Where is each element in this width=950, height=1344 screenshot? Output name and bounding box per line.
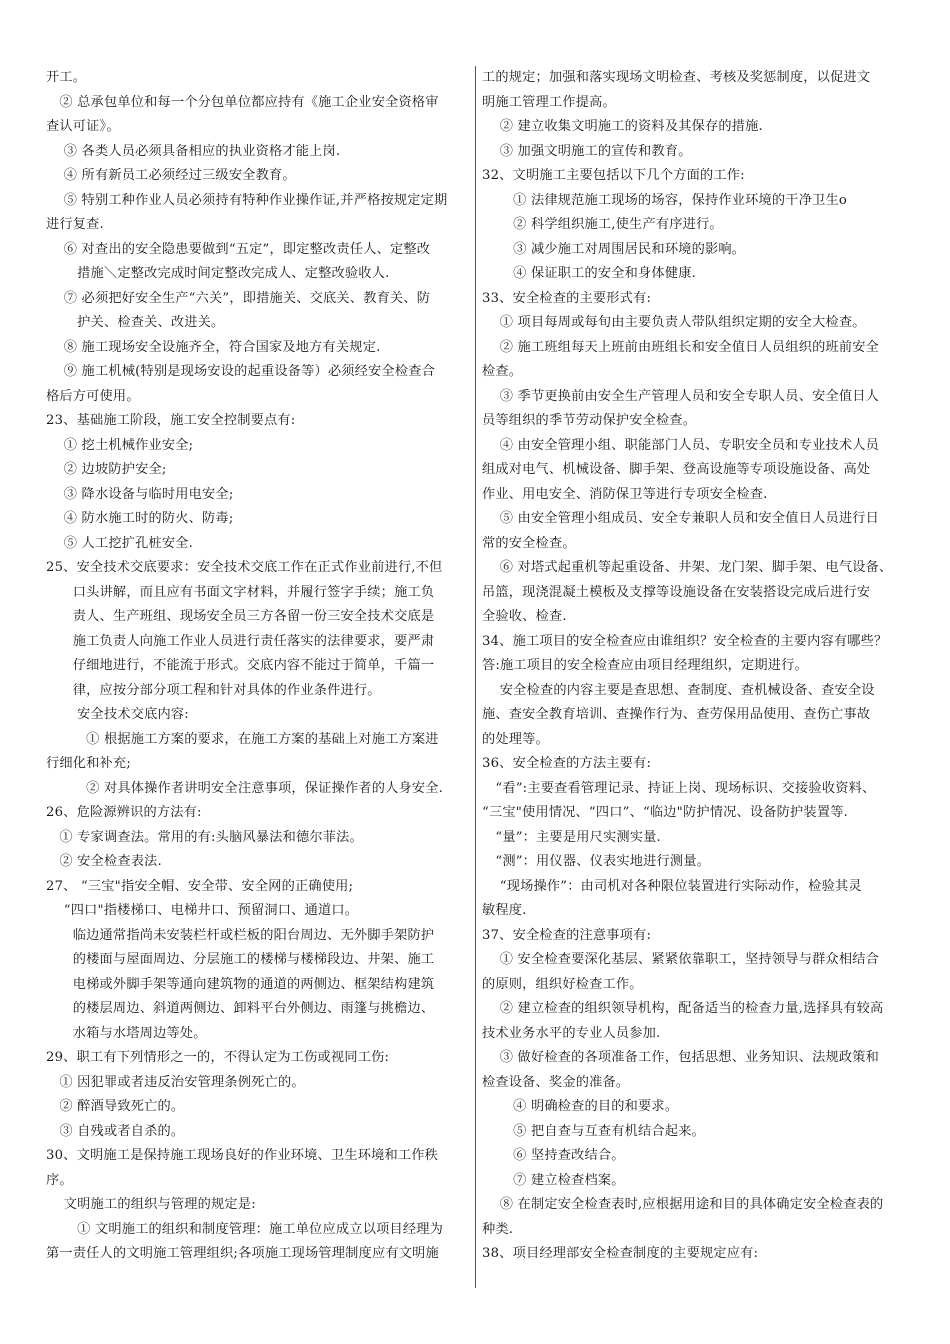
text-line: 38、项目经理部安全检查制度的主要规定应有: <box>482 1246 759 1261</box>
text-line: ⑥ 对塔式起重机等起重设备、井架、龙门架、脚手架、电气设备、 <box>482 560 893 575</box>
text-line: 口头讲解，而且应有书面文字材料，并履行签字手续；施工负 <box>46 584 435 600</box>
text-line: 安全检查的内容主要是查思想、查制度、查机械设备、查安全设 <box>482 682 875 698</box>
text-line: ② 边坡防护安全; <box>46 462 167 477</box>
text-line: ⑦ 必须把好安全生产“六关”，即措施关、交底关、教育关、防 <box>46 290 431 306</box>
text-line: 查认可证》。 <box>46 119 120 134</box>
text-line: ③ 加强文明施工的宣传和教育。 <box>482 143 692 159</box>
text-line: 23、基础施工阶段，施工安全控制要点有: <box>46 413 296 428</box>
text-line: 36、安全检查的方法主要有: <box>482 756 652 771</box>
text-line: ⑤ 人工挖扩孔桩安全. <box>46 535 194 551</box>
text-line: 开工。 <box>46 70 87 85</box>
text-line: ⑥ 坚持查改结合。 <box>482 1148 625 1163</box>
text-line: ③ 季节更换前由安全生产管理人员和安全专职人员、安全值日人 <box>482 388 880 404</box>
text-line: 检查设备、奖金的准备。 <box>482 1074 630 1090</box>
text-line: 27、 “三宝"指安全帽、安全带、安全网的正确使用; <box>46 878 354 894</box>
text-line: “现场操作”：由司机对各种限位装置进行实际动作，检验其灵 <box>482 878 862 894</box>
text-line: 种类. <box>482 1221 514 1237</box>
text-line: 30、文明施工是保持施工现场良好的作业环境、卫生环境和工作秩 <box>46 1148 439 1163</box>
text-line: 格后方可使用。 <box>46 388 140 404</box>
text-line: 文明施工的组织与管理的规定是: <box>46 1197 256 1212</box>
text-line: 施、查安全教育培训、查操作行为、查劳保用品使用、查伤亡事故 <box>482 707 871 722</box>
text-line: ⑨ 施工机械(特别是现场安设的起重设备等）必须经安全检查合 <box>46 364 435 379</box>
text-line: “三宝"使用情况、“四口”、“临边"防护情况、设备防护装置等. <box>482 805 848 820</box>
text-line: ① 安全检查要深化基层、紧紧依靠职工，坚持领导与群众相结合 <box>482 952 880 967</box>
text-line: 答:施工项目的安全检查应由项目经理组织，定期进行。 <box>482 658 808 673</box>
text-line: 电梯或外脚手架等通向建筑物的通道的两侧边、框架结构建筑 <box>46 976 435 992</box>
text-line: 的原则，组织好检查工作。 <box>482 976 643 992</box>
text-line: 明施工管理工作提高。 <box>482 94 616 110</box>
text-line: 检查。 <box>482 364 523 379</box>
text-line: ② 总承包单位和每一个分包单位都应持有《施工企业安全资格审 <box>46 94 439 110</box>
text-line: 序。 <box>46 1172 73 1188</box>
text-line: 常的安全检查。 <box>482 535 576 551</box>
text-line: 29、职工有下列情形之一的，不得认定为工伤或视同工伤: <box>46 1050 390 1065</box>
right-column <box>482 66 908 1267</box>
text-line: ③ 减少施工对周围居民和环境的影响。 <box>482 241 746 257</box>
text-line: ① 专家调查法。常用的有:头脑风暴法和德尔菲法。 <box>46 829 363 845</box>
text-line: 26、危险源辨识的方法有: <box>46 805 202 820</box>
text-line: ④ 由安全管理小组、职能部门人员、专职安全员和专业技术人员 <box>482 437 880 453</box>
text-line: 临边通常指尚未安装栏杆或栏板的阳台周边、无外脚手架防护 <box>46 927 435 943</box>
text-line: ④ 保证职工的安全和身体健康. <box>482 266 696 281</box>
text-line: 水箱与水塔周边等处。 <box>46 1025 207 1041</box>
text-line: ⑦ 建立检查档案。 <box>482 1172 625 1188</box>
text-line: 措施＼定整改完成时间定整改完成人、定整改验收人. <box>46 266 390 281</box>
text-line: 技术业务水平的专业人员参加. <box>482 1025 661 1041</box>
text-line: ② 安全检查表法. <box>46 854 162 869</box>
text-line: 全验收、检查. <box>482 609 567 624</box>
text-line: 敏程度. <box>482 903 527 918</box>
text-line: ③ 各类人员必须具备相应的执业资格才能上岗. <box>46 143 341 159</box>
text-line: ② 对具体操作者讲明安全注意事项，保证操作者的人身安全. <box>46 780 444 796</box>
text-line: 25、安全技术交底要求：安全技术交底工作在正式作业前进行,不但 <box>46 560 443 575</box>
text-line: 员等组织的季节劳动保护安全检查。 <box>482 413 697 428</box>
text-line: ① 法律规范施工现场的场容，保持作业环境的干净卫生o <box>482 192 847 208</box>
text-line: ④ 明确检查的目的和要求。 <box>482 1099 679 1114</box>
text-line: ④ 防水施工时的防火、防毒; <box>46 511 234 526</box>
text-line: 仔细地进行，不能流于形式。交底内容不能过于简单，千篇一 <box>46 658 435 673</box>
text-line: 责人、生产班组、现场安全员三方各留一份三安全技术交底是 <box>46 609 435 624</box>
text-line: 工的规定；加强和落实现场文明检查、考核及奖惩制度，以促进文 <box>482 70 871 85</box>
text-line: 的处理等。 <box>482 731 549 747</box>
text-line: ① 挖土机械作业安全; <box>46 437 194 453</box>
text-line: ② 建立收集文明施工的资料及其保存的措施. <box>482 119 763 134</box>
text-line: “看”:主要查看管理记录、持证上岗、现场标识、交接验收资料、 <box>482 780 876 796</box>
text-line: ① 文明施工的组织和制度管理：施工单位应成立以项目经理为 <box>46 1221 444 1237</box>
text-line: ⑤ 把自查与互查有机结合起来。 <box>482 1123 705 1139</box>
text-line: 33、安全检查的主要形式有: <box>482 290 652 306</box>
text-line: “测”：用仪器、仪表实地进行测量。 <box>482 854 711 869</box>
text-line: 作业、用电安全、消防保卫等进行专项安全检查. <box>482 486 768 502</box>
text-line: ③ 自残或者自杀的。 <box>46 1123 185 1139</box>
text-line: “量”：主要是用尺实测实量. <box>482 829 661 845</box>
text-line: 34、施工项目的安全检查应由谁组织？安全检查的主要内容有哪些？ <box>482 633 888 649</box>
text-line: “四口"指楼梯口、电梯井口、预留洞口、通道口。 <box>46 903 359 918</box>
text-line: 护关、检查关、改进关。 <box>46 315 225 330</box>
text-line: 的楼层周边、斜道两侧边、卸料平台外侧边、雨篷与挑檐边、 <box>46 1001 435 1016</box>
text-line: 吊篮，现浇混凝土模板及支撑等设施设备在安装搭设完成后进行安 <box>482 584 871 600</box>
text-line: 的楼面与屋面周边、分层施工的楼梯与楼梯段边、井架、施工 <box>46 952 435 967</box>
text-line: ② 科学组织施工,使生产有序进行。 <box>482 217 723 232</box>
text-line: ⑤ 特别工种作业人员必须持有特种作业操作证,并严格按规定定期 <box>46 192 448 208</box>
text-line: ⑧ 在制定安全检查表时,应根据用途和目的具体确定安全检查表的 <box>482 1197 884 1212</box>
text-line: ① 因犯罪或者违反治安管理条例死亡的。 <box>46 1074 305 1090</box>
text-line: ② 建立检查的组织领导机构，配备适当的检查力量,选择具有较高 <box>482 1001 884 1016</box>
text-line: ③ 做好检查的各项准备工作，包括思想、业务知识、法规政策和 <box>482 1050 880 1065</box>
text-line: 安全技术交底内容: <box>46 707 189 722</box>
left-column <box>46 66 470 1267</box>
text-line: ⑤ 由安全管理小组成员、安全专兼职人员和安全值日人员进行日 <box>482 511 880 526</box>
text-line: ① 根据施工方案的要求，在施工方案的基础上对施工方案进 <box>46 731 439 747</box>
text-line: 32、文明施工主要包括以下几个方面的工作: <box>482 168 745 183</box>
text-line: 组成对电气、机械设备、脚手架、登高设施等专项设施设备、高处 <box>482 462 871 477</box>
text-line: 律，应按分部分项工程和针对具体的作业条件进行。 <box>46 682 381 698</box>
text-line: ② 施工班组每天上班前由班组长和安全值日人员组织的班前安全 <box>482 339 880 355</box>
text-line: ④ 所有新员工必须经过三级安全教育。 <box>46 168 296 183</box>
text-line: 进行复查. <box>46 217 104 232</box>
column-divider <box>475 66 476 1288</box>
text-line: ② 醉酒导致死亡的。 <box>46 1099 185 1114</box>
text-line: 37、安全检查的注意事项有: <box>482 927 652 943</box>
text-line: ⑥ 对查出的安全隐患要做到“五定”，即定整改责任人、定整改 <box>46 241 431 257</box>
text-line: 行细化和补充; <box>46 756 131 771</box>
text-line: 第一责任人的文明施工管理组织;各项施工现场管理制度应有文明施 <box>46 1246 439 1261</box>
text-line: 施工负责人向施工作业人员进行责任落实的法律要求，要严肃 <box>46 633 435 649</box>
text-line: ⑧ 施工现场安全设施齐全，符合国家及地方有关规定. <box>46 339 381 355</box>
text-line: ③ 降水设备与临时用电安全; <box>46 486 234 502</box>
text-line: ① 项目每周或每旬由主要负责人带队组织定期的安全大检查。 <box>482 315 866 330</box>
